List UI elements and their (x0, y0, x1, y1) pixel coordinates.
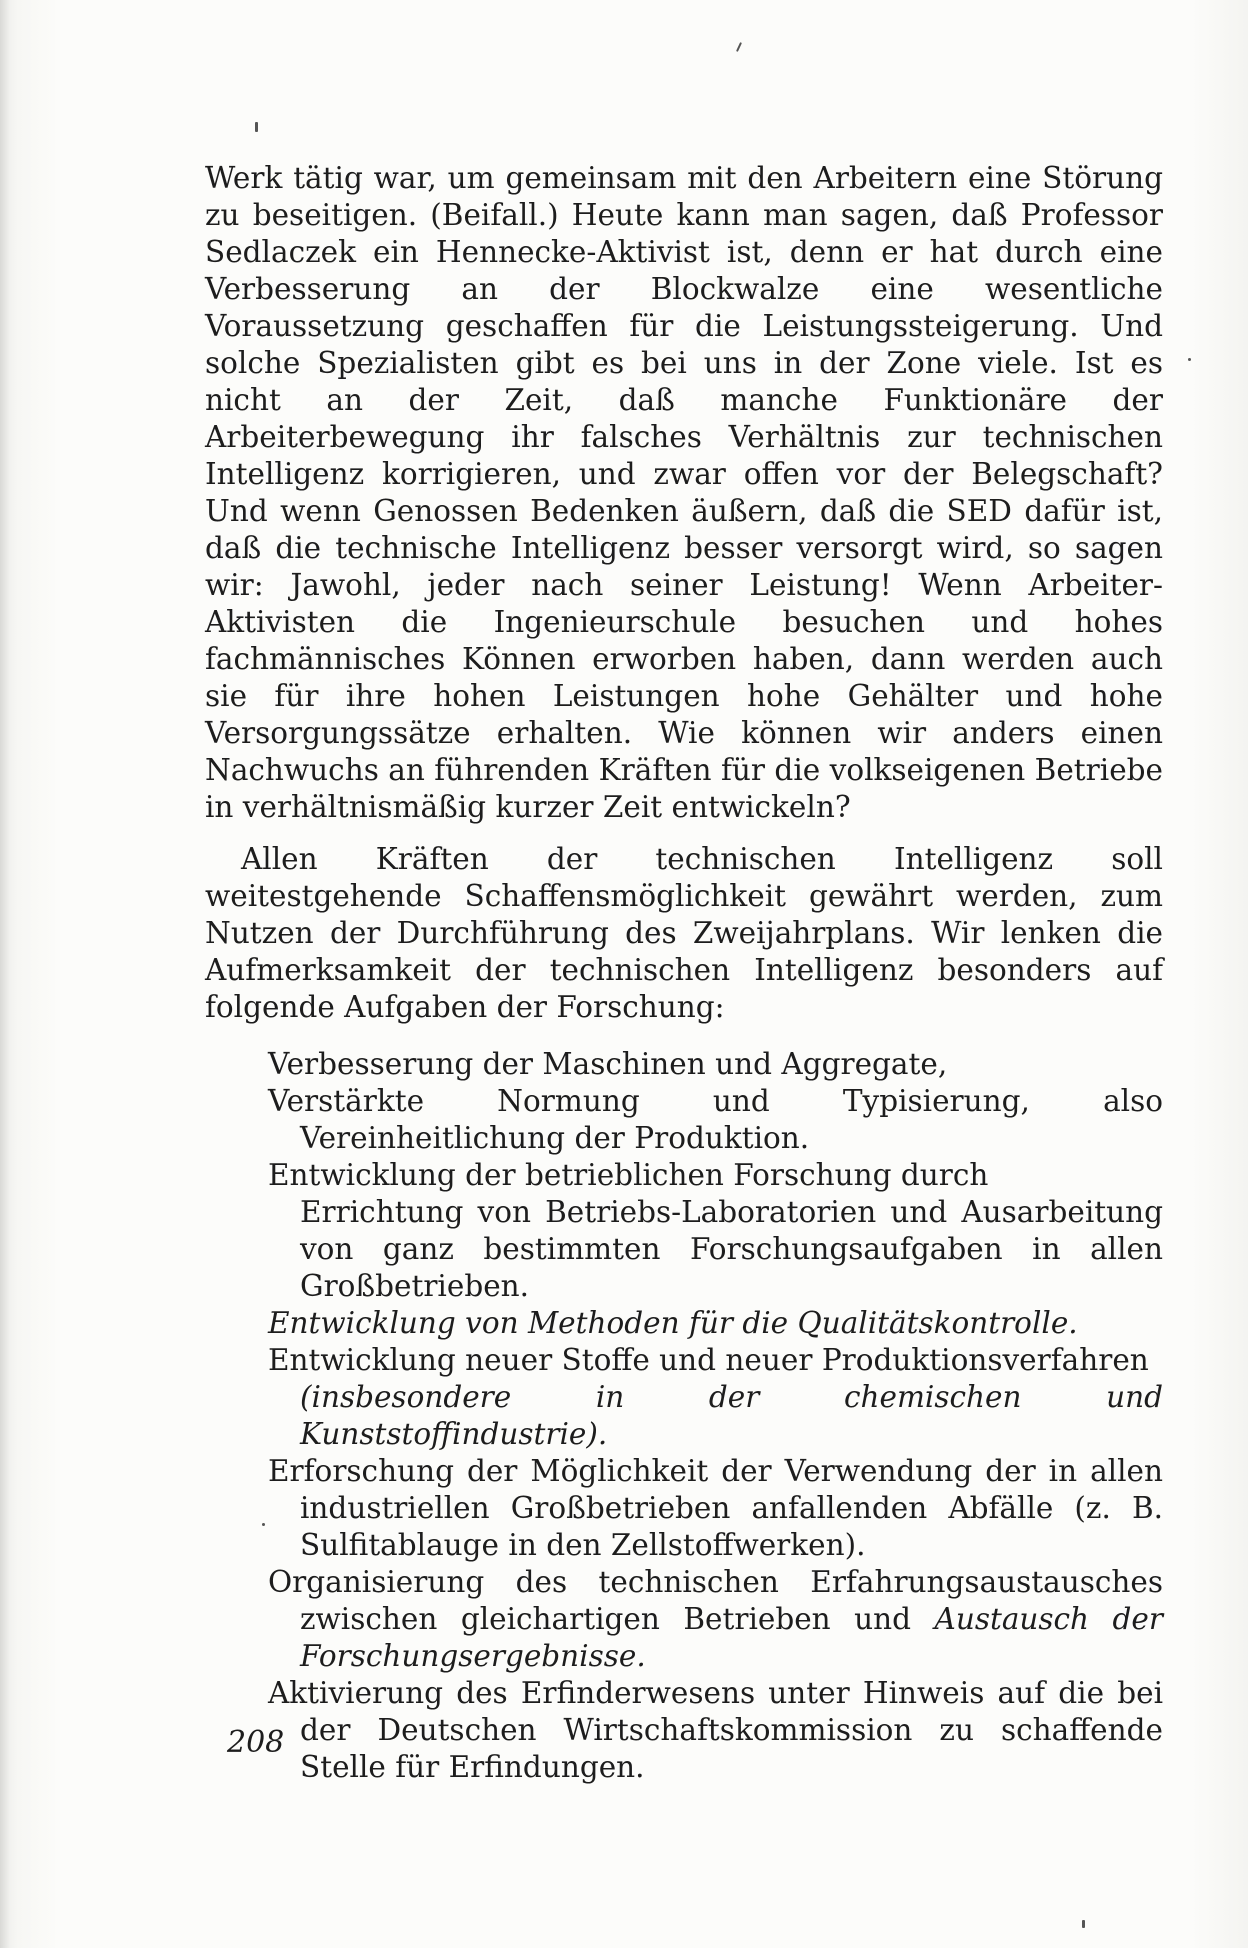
list-item-text: Entwicklung von Methoden für die Qualitätskontrolle. (268, 1306, 1078, 1340)
scan-speck (1188, 358, 1191, 361)
body-text (205, 160, 1163, 1786)
list-item (268, 1083, 1163, 1157)
list-item (268, 1342, 1163, 1453)
scan-edge-shadow (0, 0, 10, 1948)
scan-speck (736, 42, 742, 52)
list-item-text: Aktivierung des Erfinderwesens unter Hinweis auf die bei der Deutschen Wirtschaftskommission zu schaffende Stelle für Erfindungen. (268, 1676, 1163, 1784)
list-item (268, 1675, 1163, 1786)
list-item-text: Verbesserung der Maschinen und Aggregate, (268, 1047, 948, 1081)
list-item-italic-text: Austausch der Forschungsergebnisse. (300, 1602, 1163, 1673)
list-item (268, 1453, 1163, 1564)
list-item-text: Erforschung der Möglichkeit der Verwendung der in allen industriellen Großbetrieben anfallenden Abfälle (z. B. Sulfitablauge in den Zellstoffwerken). (268, 1454, 1163, 1562)
list-item-subtext: Errichtung von Betriebs-Laboratorien und Ausarbeitung von ganz bestimmten Forschungsaufgaben in allen Großbetrieben. (300, 1195, 1163, 1303)
list-item-text: Entwicklung neuer Stoffe und neuer Produktionsverfahren (268, 1343, 1149, 1377)
list-item-text: Entwicklung der betrieblichen Forschung durch (268, 1158, 989, 1192)
scan-speck (255, 122, 258, 132)
list-item (268, 1046, 1163, 1083)
list-item-text: Verstärkte Normung und Typisierung, also Vereinheitlichung der Produktion. (268, 1084, 1163, 1155)
list-item (268, 1305, 1163, 1342)
page-number: 208 (227, 1725, 285, 1760)
paragraph: Werk tätig war, um gemeinsam mit den Arbeitern eine Störung zu beseitigen. (Beifall.) Heute kann man sagen, daß Professor Sedlaczek ein Hennecke-Aktivist ist, denn er hat durch eine Verbesserung an der Blockwalze eine wesentliche Voraussetzung geschaffen für die Leistungssteigerung. Und solche Spezialisten gibt es bei uns in der Zone viele. Ist es nicht an der Zeit, daß manche Funktionäre der Arbeiterbewegung ihr falsches Verhältnis zur technischen Intelligenz korrigieren, und zwar offen vor der Belegschaft? Und wenn Genossen Bedenken äußern, daß die SED dafür ist, daß die technische Intelligenz besser versorgt wird, so sagen wir: Jawohl, jeder nach seiner Leistung! Wenn Arbeiter-Aktivisten die Ingenieurschule besuchen und hohes fachmännisches Können erworben haben, dann werden auch sie für ihre hohen Leistungen hohe Gehälter und hohe Versorgungssätze erhalten. Wie können wir anders einen Nachwuchs an führenden Kräften für die volkseigenen Betriebe in verhältnismäßig kurzer Zeit entwickeln? (205, 161, 1163, 824)
list-item (268, 1157, 1163, 1305)
list-item (268, 1564, 1163, 1675)
list-item-subtext: (insbesondere in der chemischen und Kunststoffindustrie). (300, 1380, 1163, 1451)
research-task-list (205, 1046, 1163, 1786)
paragraph: Allen Kräften der technischen Intelligenz soll weitestgehende Schaffensmöglichkeit gewährt werden, zum Nutzen der Durchführung des Zweijahrplans. Wir lenken die Aufmerksamkeit der technischen Intelligenz besonders auf folgende Aufgaben der Forschung: (205, 842, 1163, 1024)
scan-speck (1082, 1920, 1085, 1928)
list-item-text: Organisierung des technischen Erfahrungsaustausches zwischen gleichartigen Betrieben und (268, 1565, 1163, 1636)
